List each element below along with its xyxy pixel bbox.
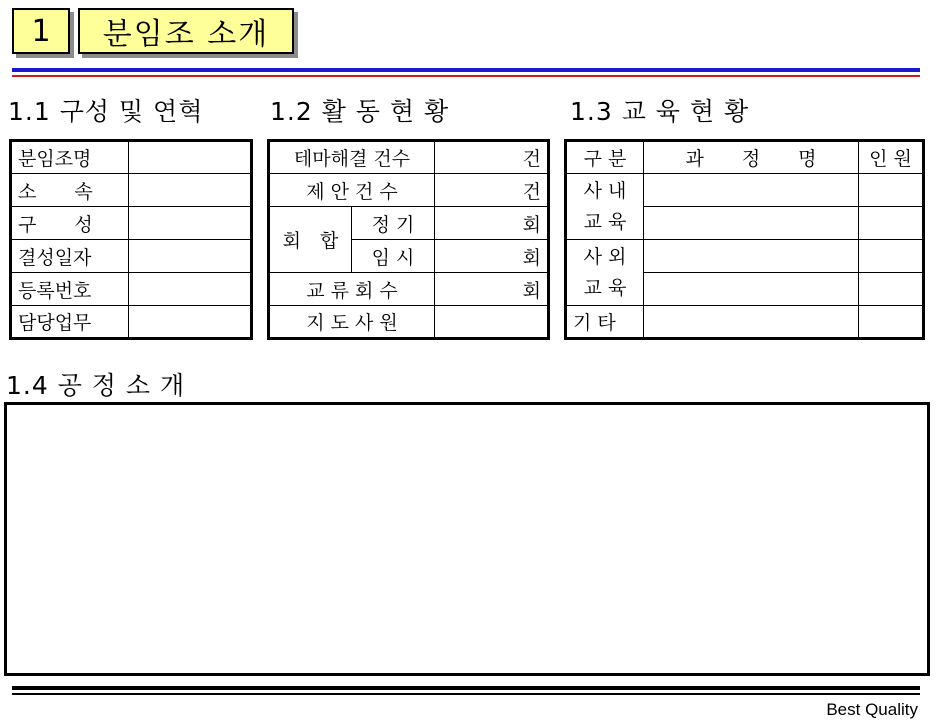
people-cell[interactable] [859, 207, 924, 240]
table-row [269, 207, 549, 240]
section-heading-activity: 1.2 활 동 현 황 [270, 97, 450, 126]
value-cell[interactable] [129, 306, 252, 339]
theme-count-label: 테마해결 건수 [269, 141, 435, 174]
table-row [11, 273, 252, 306]
composition-table [9, 139, 253, 340]
table-row [269, 174, 549, 207]
section-heading-process: 1.4 공 정 소 개 [6, 371, 186, 400]
footer-rule-thin [12, 693, 920, 695]
header-rule-red [12, 75, 920, 77]
other-label: 기 타 [566, 306, 644, 339]
label-cell: 결성일자 [11, 240, 129, 273]
section-heading-education: 1.3 교 육 현 황 [570, 97, 750, 126]
value-cell[interactable] [129, 240, 252, 273]
table-row [566, 240, 924, 273]
people-cell[interactable] [859, 240, 924, 273]
process-description-box[interactable] [4, 402, 930, 676]
table-row [269, 141, 549, 174]
table-row [11, 207, 252, 240]
value-cell[interactable] [129, 273, 252, 306]
table-row [566, 141, 924, 174]
value-cell[interactable] [129, 141, 252, 174]
category-header: 구 분 [566, 141, 644, 174]
theme-count-unit[interactable]: 건 [435, 141, 549, 174]
course-header: 과 정 명 [644, 141, 859, 174]
label-cell: 분임조명 [11, 141, 129, 174]
internal-line-2: 교 육 [583, 210, 627, 233]
adhoc-meeting-unit[interactable]: 회 [435, 240, 549, 273]
education-table [564, 139, 925, 340]
exchange-count-unit[interactable]: 회 [435, 273, 549, 306]
people-cell[interactable] [859, 174, 924, 207]
value-cell[interactable] [129, 174, 252, 207]
label-cell: 소 속 [11, 174, 129, 207]
section-number-box [12, 8, 70, 54]
header-rule-blue [12, 68, 920, 72]
internal-education-label [566, 174, 644, 240]
table-row [11, 141, 252, 174]
footer-label: Best Quality [826, 700, 918, 719]
external-line-1: 사 외 [583, 245, 627, 268]
regular-meeting-unit[interactable]: 회 [435, 207, 549, 240]
label-cell: 담당업무 [11, 306, 129, 339]
table-row [566, 174, 924, 207]
people-cell[interactable] [859, 306, 924, 339]
exchange-count-label: 교 류 회 수 [269, 273, 435, 306]
course-cell[interactable] [644, 240, 859, 273]
suggestion-count-label: 제 안 건 수 [269, 174, 435, 207]
section-heading-composition: 1.1 구성 및 연혁 [8, 97, 204, 126]
adhoc-meeting-label: 임 시 [352, 240, 435, 273]
label-cell: 구 성 [11, 207, 129, 240]
course-cell[interactable] [644, 207, 859, 240]
table-row [11, 306, 252, 339]
external-education-label [566, 240, 644, 306]
meeting-label: 회 합 [269, 207, 352, 273]
people-header: 인 원 [859, 141, 924, 174]
page-title-box [78, 8, 294, 54]
course-cell[interactable] [644, 306, 859, 339]
section-number: 1 [31, 13, 51, 49]
table-row [269, 306, 549, 339]
mentor-value[interactable] [435, 306, 549, 339]
people-cell[interactable] [859, 273, 924, 306]
activity-table [267, 139, 550, 340]
course-cell[interactable] [644, 273, 859, 306]
page-title: 분임조 소개 [102, 17, 270, 52]
course-cell[interactable] [644, 174, 859, 207]
footer-rule-thick [12, 686, 920, 690]
table-row [11, 240, 252, 273]
internal-line-1: 사 내 [583, 179, 627, 202]
label-cell: 등록번호 [11, 273, 129, 306]
regular-meeting-label: 정 기 [352, 207, 435, 240]
table-row [11, 174, 252, 207]
external-line-2: 교 육 [583, 276, 627, 299]
value-cell[interactable] [129, 207, 252, 240]
table-row [269, 273, 549, 306]
suggestion-count-unit[interactable]: 건 [435, 174, 549, 207]
table-row [566, 306, 924, 339]
mentor-label: 지 도 사 원 [269, 306, 435, 339]
